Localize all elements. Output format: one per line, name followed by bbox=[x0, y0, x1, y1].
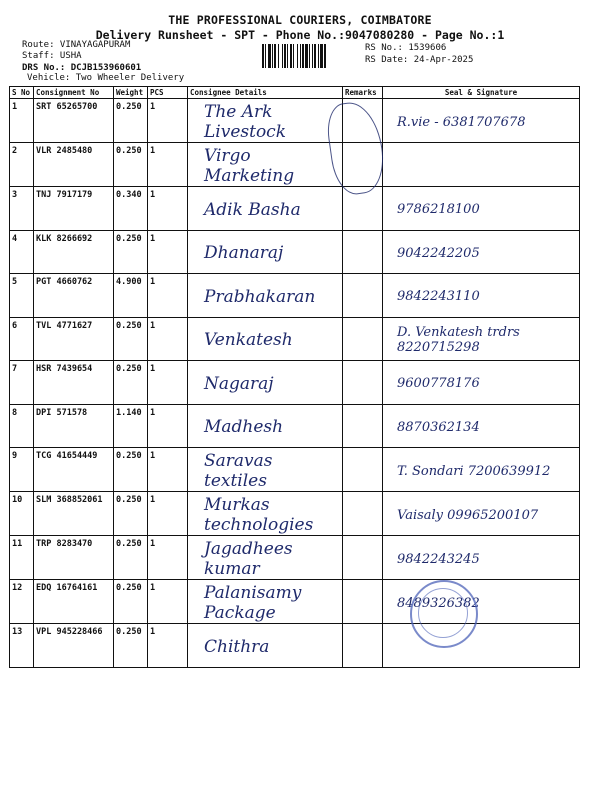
row-consignment-no: EDQ 16764161 bbox=[34, 580, 114, 624]
row-remarks bbox=[343, 624, 383, 668]
row-consignment-no: TVL 4771627 bbox=[34, 317, 114, 361]
row-weight: 0.250 bbox=[114, 536, 148, 580]
row-sno: 4 bbox=[10, 230, 34, 274]
row-sno: 9 bbox=[10, 448, 34, 492]
row-weight: 0.340 bbox=[114, 187, 148, 231]
row-pcs: 1 bbox=[148, 536, 188, 580]
table-row bbox=[10, 624, 580, 668]
row-pcs: 1 bbox=[148, 624, 188, 668]
row-weight: 0.250 bbox=[114, 317, 148, 361]
row-consignment-no: SLM 368852061 bbox=[34, 492, 114, 536]
row-signature bbox=[383, 143, 580, 187]
row-sno: 13 bbox=[10, 624, 34, 668]
row-consignment-no: TCG 41654449 bbox=[34, 448, 114, 492]
row-consignment-no: HSR 7439654 bbox=[34, 361, 114, 405]
row-signature: T. Sondari 7200639912 bbox=[383, 448, 580, 492]
row-consignee: Dhanaraj bbox=[188, 230, 343, 274]
row-signature: 9842243110 bbox=[383, 274, 580, 318]
table-row bbox=[10, 448, 580, 492]
row-signature bbox=[383, 624, 580, 668]
row-pcs: 1 bbox=[148, 99, 188, 143]
header-weight: Weight bbox=[114, 87, 148, 99]
route-label: Route: VINAYAGAPURAM bbox=[22, 40, 131, 50]
row-pcs: 1 bbox=[148, 143, 188, 187]
row-remarks bbox=[343, 492, 383, 536]
row-consignment-no: KLK 8266692 bbox=[34, 230, 114, 274]
row-sno: 3 bbox=[10, 187, 34, 231]
table-row bbox=[10, 99, 580, 143]
row-signature: 9786218100 bbox=[383, 187, 580, 231]
row-pcs: 1 bbox=[148, 492, 188, 536]
header-signature: Seal & Signature bbox=[383, 87, 580, 99]
row-consignee: Saravas textiles bbox=[188, 448, 343, 492]
row-pcs: 1 bbox=[148, 230, 188, 274]
row-sno: 10 bbox=[10, 492, 34, 536]
table-row bbox=[10, 143, 580, 187]
row-consignee: Chithra bbox=[188, 624, 343, 668]
row-consignee: Madhesh bbox=[188, 404, 343, 448]
row-consignee: Jagadhees kumar bbox=[188, 536, 343, 580]
row-signature: R.vie - 6381707678 bbox=[383, 99, 580, 143]
row-pcs: 1 bbox=[148, 317, 188, 361]
row-weight: 0.250 bbox=[114, 230, 148, 274]
table-row bbox=[10, 536, 580, 580]
row-pcs: 1 bbox=[148, 361, 188, 405]
row-weight: 0.250 bbox=[114, 361, 148, 405]
header-remarks: Remarks bbox=[343, 87, 383, 99]
row-consignment-no: VLR 2485480 bbox=[34, 143, 114, 187]
company-title: THE PROFESSIONAL COURIERS, COIMBATORE bbox=[168, 13, 432, 27]
row-consignment-no: SRT 65265700 bbox=[34, 99, 114, 143]
header-sno: S No bbox=[10, 87, 34, 99]
row-pcs: 1 bbox=[148, 448, 188, 492]
row-remarks bbox=[343, 274, 383, 318]
row-sno: 8 bbox=[10, 404, 34, 448]
row-sno: 7 bbox=[10, 361, 34, 405]
header-consignment: Consignment No bbox=[34, 87, 114, 99]
row-weight: 0.250 bbox=[114, 624, 148, 668]
table-row bbox=[10, 230, 580, 274]
row-weight: 0.250 bbox=[114, 580, 148, 624]
row-consignee: Palanisamy Package bbox=[188, 580, 343, 624]
row-pcs: 1 bbox=[148, 580, 188, 624]
seal-stamp-inner bbox=[418, 588, 468, 638]
row-consignment-no: VPL 945228466 bbox=[34, 624, 114, 668]
table-row bbox=[10, 580, 580, 624]
row-remarks bbox=[343, 317, 383, 361]
row-pcs: 1 bbox=[148, 187, 188, 231]
vehicle-label: Vehicle: Two Wheeler Delivery bbox=[27, 73, 185, 83]
header-consignee: Consignee Details bbox=[188, 87, 343, 99]
row-consignee: Virgo Marketing bbox=[188, 143, 343, 187]
table-row bbox=[10, 361, 580, 405]
row-pcs: 1 bbox=[148, 274, 188, 318]
rs-date: RS Date: 24-Apr-2025 bbox=[365, 55, 474, 65]
row-signature: 9600778176 bbox=[383, 361, 580, 405]
barcode-bar bbox=[326, 44, 327, 68]
staff-label: Staff: USHA bbox=[22, 51, 82, 61]
row-signature: 8870362134 bbox=[383, 404, 580, 448]
row-signature: 9042242205 bbox=[383, 230, 580, 274]
row-remarks bbox=[343, 536, 383, 580]
row-weight: 0.250 bbox=[114, 492, 148, 536]
row-remarks bbox=[343, 361, 383, 405]
row-signature: 8489326382 bbox=[383, 580, 580, 624]
table-row bbox=[10, 492, 580, 536]
row-signature: D. Venkatesh trdrs 8220715298 bbox=[383, 317, 580, 361]
table-row bbox=[10, 274, 580, 318]
table-row bbox=[10, 404, 580, 448]
row-remarks bbox=[343, 580, 383, 624]
row-pcs: 1 bbox=[148, 404, 188, 448]
row-consignment-no: TNJ 7917179 bbox=[34, 187, 114, 231]
row-consignee: The Ark Livestock bbox=[188, 99, 343, 143]
barcode bbox=[262, 44, 357, 68]
row-sno: 12 bbox=[10, 580, 34, 624]
row-remarks bbox=[343, 404, 383, 448]
row-signature: 9842243245 bbox=[383, 536, 580, 580]
row-weight: 0.250 bbox=[114, 99, 148, 143]
row-sno: 11 bbox=[10, 536, 34, 580]
runsheet-table bbox=[9, 86, 580, 668]
row-sno: 2 bbox=[10, 143, 34, 187]
row-consignment-no: TRP 8283470 bbox=[34, 536, 114, 580]
drs-number: DRS No.: DCJB153960601 bbox=[22, 63, 142, 73]
row-weight: 4.900 bbox=[114, 274, 148, 318]
runsheet-title: Delivery Runsheet - SPT - Phone No.:9047080280 - Page No.:1 bbox=[95, 28, 505, 42]
row-remarks bbox=[343, 448, 383, 492]
row-sno: 5 bbox=[10, 274, 34, 318]
row-consignee: Prabhakaran bbox=[188, 274, 343, 318]
row-signature: Vaisaly 09965200107 bbox=[383, 492, 580, 536]
row-consignee: Venkatesh bbox=[188, 317, 343, 361]
header-pcs: PCS bbox=[148, 87, 188, 99]
table-row bbox=[10, 317, 580, 361]
row-remarks bbox=[343, 230, 383, 274]
row-weight: 0.250 bbox=[114, 448, 148, 492]
row-consignment-no: PGT 4660762 bbox=[34, 274, 114, 318]
row-consignee: Adik Basha bbox=[188, 187, 343, 231]
rs-number: RS No.: 1539606 bbox=[365, 43, 447, 53]
table-row bbox=[10, 187, 580, 231]
row-weight: 1.140 bbox=[114, 404, 148, 448]
row-consignee: Murkas technologies bbox=[188, 492, 343, 536]
row-weight: 0.250 bbox=[114, 143, 148, 187]
row-sno: 6 bbox=[10, 317, 34, 361]
row-consignment-no: DPI 571578 bbox=[34, 404, 114, 448]
table-header-row bbox=[10, 87, 580, 99]
row-consignee: Nagaraj bbox=[188, 361, 343, 405]
row-sno: 1 bbox=[10, 99, 34, 143]
